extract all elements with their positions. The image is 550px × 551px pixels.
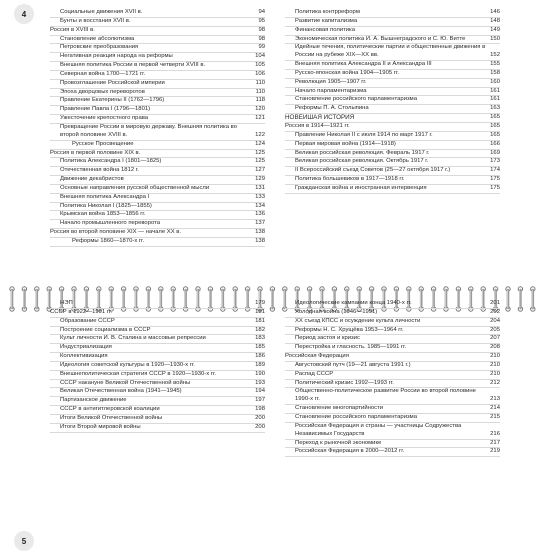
toc-entry-title: СССР в антигитлеровской коалиции xyxy=(60,406,160,413)
toc-entry xyxy=(285,27,500,36)
toc-entry-page: 161 xyxy=(490,87,500,94)
toc-entry-title: Индустриализация xyxy=(60,344,112,351)
toc-entry-title: Россия в XVIII в. xyxy=(50,26,95,33)
toc-entry xyxy=(50,406,265,415)
toc-entry-title: Эпоха дворцовых переворотов xyxy=(60,88,145,95)
toc-entry xyxy=(285,414,500,423)
toc-entry xyxy=(50,238,265,247)
toc-entry xyxy=(50,53,265,62)
toc-entry-title: Внешнеполитическая стратегия СССР в 1920—1930-х гг. xyxy=(60,370,217,377)
toc-entry xyxy=(285,88,500,97)
toc-entry-title: НОВЕЙШАЯ ИСТОРИЯ xyxy=(285,114,355,122)
toc-entry-title: Великая Отечественная война (1941—1945) xyxy=(60,388,182,395)
toc-entry xyxy=(50,106,265,115)
toc-entry-page: 216 xyxy=(490,430,500,437)
toc-entry-page: 165 xyxy=(490,114,500,121)
toc-entry-page: 138 xyxy=(255,237,265,244)
toc-entry-page: 169 xyxy=(490,149,500,156)
toc-entry-title: Правление Екатерины II (1762—1796) xyxy=(60,97,165,104)
toc-entry xyxy=(50,424,265,433)
toc-entry xyxy=(50,27,265,36)
toc-entry-title: СССР в 1922—1991 гг. xyxy=(50,308,113,315)
toc-entry-page: 214 xyxy=(490,405,500,412)
toc-entry xyxy=(50,158,265,167)
toc-entry-title: Движение декабристов xyxy=(60,176,124,183)
toc-entry xyxy=(50,124,265,141)
toc-entry-title: Петровские преобразования xyxy=(60,44,139,51)
toc-entry-page: 179 xyxy=(255,300,265,306)
toc-entry-page: 215 xyxy=(490,413,500,420)
toc-entry-page: 175 xyxy=(490,176,500,183)
toc-entry-page: 202 xyxy=(490,308,500,315)
toc-entry xyxy=(50,185,265,194)
toc-entry-page: 213 xyxy=(490,396,500,403)
toc-entry-page: 106 xyxy=(255,70,265,77)
toc-entry-page: 134 xyxy=(255,202,265,209)
toc-entry-page: 185 xyxy=(255,344,265,351)
toc-column-bottom-right xyxy=(285,300,500,457)
toc-entry xyxy=(285,440,500,449)
toc-entry-page: 131 xyxy=(255,184,265,191)
toc-entry xyxy=(285,318,500,327)
toc-entry xyxy=(50,80,265,89)
toc-entry xyxy=(50,71,265,80)
toc-entry-title: Становление абсолютизма xyxy=(60,35,135,42)
toc-entry xyxy=(285,114,500,123)
toc-entry-title: Политика большевиков в 1917—1918 гг. xyxy=(295,176,405,183)
toc-entry xyxy=(285,132,500,141)
toc-entry-title: Великая российская революция. Февраль 1917 г. xyxy=(295,149,430,156)
toc-entry-title: Идеология советской культуры в 1920—1930-х гг. xyxy=(60,361,195,368)
toc-entry-page: 193 xyxy=(255,379,265,386)
toc-entry xyxy=(50,194,265,203)
toc-entry-title: Внешняя политика Александра I xyxy=(60,193,150,200)
toc-entry xyxy=(50,309,265,318)
toc-entry-title: Развитие капитализма xyxy=(295,17,358,24)
toc-entry xyxy=(285,300,500,309)
toc-entry-title: СССР накануне Великой Отечественной войны xyxy=(60,379,191,386)
toc-entry-title: Русско-японская война 1904—1905 гг. xyxy=(295,69,399,76)
toc-entry-page: 99 xyxy=(258,44,265,51)
toc-entry-page: 110 xyxy=(255,88,265,95)
toc-entry-title: Внешняя политика России в первой четверти XVIII в. xyxy=(60,62,206,69)
toc-entry-page: 149 xyxy=(490,26,500,33)
toc-entry-page: 137 xyxy=(255,220,265,227)
toc-entry-page: 186 xyxy=(255,353,265,360)
toc-entry-title: Общественно-политическое развитие России во второй половине 1990-х гг. xyxy=(295,388,476,403)
toc-entry-page: 200 xyxy=(255,423,265,430)
toc-entry-title: Отечественная война 1812 г. xyxy=(60,167,139,174)
toc-entry-title: Политика контрреформ xyxy=(295,9,360,15)
toc-entry xyxy=(50,150,265,159)
toc-entry-page: 129 xyxy=(255,176,265,183)
toc-entry-title: Ужесточение крепостного права xyxy=(60,115,149,122)
toc-entry-page: 150 xyxy=(490,35,500,42)
toc-entry-title: II Всероссийский съезд Советов (25—27 октября 1917 г.) xyxy=(295,167,451,174)
toc-entry xyxy=(50,176,265,185)
toc-entry-page: 201 xyxy=(490,300,500,306)
toc-entry-page: 197 xyxy=(255,397,265,404)
toc-entry xyxy=(285,79,500,88)
toc-entry-title: Итоги Второй мировой войны xyxy=(60,423,141,430)
toc-entry xyxy=(50,388,265,397)
toc-entry-title: Реформы Н. С. Хрущёва 1953—1964 гг. xyxy=(295,326,404,333)
toc-entry xyxy=(50,44,265,53)
toc-entry xyxy=(285,309,500,318)
toc-entry-page: 133 xyxy=(255,193,265,200)
toc-list xyxy=(50,9,265,247)
toc-entry xyxy=(285,448,500,457)
toc-entry-title: Финансовая политика xyxy=(295,26,356,33)
toc-entry-page: 148 xyxy=(490,17,500,24)
toc-entry-title: Социальные движения XVII в. xyxy=(60,9,143,15)
toc-entry-page: 198 xyxy=(255,406,265,413)
toc-entry xyxy=(50,89,265,98)
toc-entry-title: Культ личности И. В. Сталина и массовые репрессии xyxy=(60,335,206,342)
toc-entry-page: 210 xyxy=(490,361,500,368)
toc-entry-title: Начало парламентаризма xyxy=(295,87,367,94)
toc-entry-page: 210 xyxy=(490,370,500,377)
toc-entry-title: Идейные течения, политические партии и общественные движения в России на рубеже XIX—XX вв. xyxy=(295,44,486,59)
toc-entry-page: 165 xyxy=(490,122,500,129)
toc-entry-page: 118 xyxy=(255,97,265,104)
toc-entry xyxy=(50,115,265,124)
toc-entry-title: Политический кризис 1992—1993 гг. xyxy=(295,379,394,386)
page-number-bottom: 5 xyxy=(14,531,34,551)
toc-entry-title: Становление российского парламентаризма xyxy=(295,413,418,420)
toc-entry-title: Холодная война (1946—1991) xyxy=(295,308,378,315)
toc-entry xyxy=(50,220,265,229)
toc-entry-title: Северная война 1700—1721 гг. xyxy=(60,70,146,77)
toc-entry-title: Революция 1905—1907 гг. xyxy=(295,78,367,85)
toc-column-top-left xyxy=(50,9,265,247)
right-page xyxy=(0,300,550,550)
toc-entry-page: 204 xyxy=(490,317,500,324)
toc-entry-page: 136 xyxy=(255,211,265,218)
toc-entry-title: Российская Федерация и страны — участницы Содружества Независимых Государств xyxy=(295,422,462,437)
toc-entry-page: 194 xyxy=(255,388,265,395)
toc-entry-page: 94 xyxy=(258,9,265,15)
toc-entry-page: 160 xyxy=(490,78,500,85)
toc-list xyxy=(50,300,265,433)
toc-entry-title: Партизанское движение xyxy=(60,397,127,404)
toc-column-bottom-left xyxy=(50,300,265,433)
toc-entry xyxy=(285,327,500,336)
toc-entry xyxy=(285,362,500,371)
toc-entry-page: 166 xyxy=(490,140,500,147)
toc-entry xyxy=(50,97,265,106)
toc-entry-page: 207 xyxy=(490,335,500,342)
toc-entry-page: 163 xyxy=(490,105,500,112)
toc-entry-title: Бунты и восстания XVII в. xyxy=(60,17,131,24)
toc-entry-title: Крымская война 1853—1856 гг. xyxy=(60,211,146,218)
toc-entry-page: 125 xyxy=(255,158,265,165)
page-number-top: 4 xyxy=(14,4,34,24)
toc-entry xyxy=(285,70,500,79)
toc-entry-page: 146 xyxy=(490,9,500,15)
toc-entry xyxy=(50,344,265,353)
toc-entry-page: 158 xyxy=(490,69,500,76)
toc-entry xyxy=(285,158,500,167)
toc-entry-page: 183 xyxy=(255,335,265,342)
toc-entry xyxy=(50,362,265,371)
toc-entry-title: Экономическая политика И. А. Вышнеградского и С. Ю. Витте xyxy=(295,35,466,42)
toc-list xyxy=(285,300,500,457)
toc-entry-title: Превращение России в мировую державу. Внешняя политика во второй половине XVIII в. xyxy=(60,123,237,138)
toc-entry xyxy=(50,9,265,18)
toc-entry-title: Политика Николая I (1825—1855) xyxy=(60,202,152,209)
toc-entry xyxy=(50,335,265,344)
toc-entry xyxy=(285,61,500,70)
toc-entry xyxy=(285,405,500,414)
toc-entry-page: 219 xyxy=(490,448,500,455)
toc-entry-title: Гражданская война и иностранная интервенция xyxy=(295,184,427,191)
toc-entry xyxy=(285,123,500,132)
toc-entry-page: 210 xyxy=(490,353,500,360)
toc-entry-title: Негативная реакция народа на реформы xyxy=(60,53,173,60)
toc-entry-page: 98 xyxy=(258,35,265,42)
toc-entry-page: 110 xyxy=(255,79,265,86)
toc-entry-title: Внешняя политика Александра II и Александра III xyxy=(295,61,432,68)
toc-entry xyxy=(285,44,500,61)
toc-entry xyxy=(50,353,265,362)
toc-entry xyxy=(285,36,500,45)
toc-entry xyxy=(50,203,265,212)
toc-entry-title: Россия во второй половине XIX — начале XX в. xyxy=(50,229,182,236)
toc-entry xyxy=(285,371,500,380)
toc-entry xyxy=(285,388,500,405)
toc-entry-page: 138 xyxy=(255,229,265,236)
toc-entry-page: 98 xyxy=(258,26,265,33)
toc-entry xyxy=(50,371,265,380)
toc-entry-title: Образование СССР xyxy=(60,317,115,324)
toc-entry-page: 182 xyxy=(255,326,265,333)
toc-entry xyxy=(285,18,500,27)
toc-entry-page: 212 xyxy=(490,379,500,386)
toc-entry-page: 189 xyxy=(255,361,265,368)
toc-entry xyxy=(285,96,500,105)
toc-entry xyxy=(50,211,265,220)
toc-column-top-right xyxy=(285,9,500,194)
toc-entry-title: Правление Николая II с июля 1914 по март 1917 г. xyxy=(295,131,433,138)
toc-entry-title: Коллективизация xyxy=(60,353,108,360)
toc-entry-page: 175 xyxy=(490,184,500,191)
toc-entry-title: Основные направления русской общественной мысли xyxy=(60,184,210,191)
toc-entry-title: НЭП xyxy=(60,300,73,306)
toc-entry xyxy=(285,141,500,150)
toc-entry-title: XX съезд КПСС и осуждение культа личности xyxy=(295,317,421,324)
toc-entry xyxy=(50,18,265,27)
toc-entry xyxy=(285,335,500,344)
toc-entry-page: 165 xyxy=(490,131,500,138)
toc-entry-title: Россия в 1914—1921 гг. xyxy=(285,122,350,129)
toc-entry-title: Итоги Великой Отечественной войны xyxy=(60,414,163,421)
toc-entry xyxy=(285,353,500,362)
toc-entry-page: 161 xyxy=(490,96,500,103)
toc-entry xyxy=(285,185,500,194)
toc-entry xyxy=(50,415,265,424)
toc-list xyxy=(285,9,500,194)
toc-entry-title: Правление Павла I (1796—1801) xyxy=(60,106,151,113)
toc-entry-page: 152 xyxy=(490,52,500,59)
toc-entry xyxy=(285,150,500,159)
toc-entry-page: 205 xyxy=(490,326,500,333)
toc-entry-page: 217 xyxy=(490,439,500,446)
toc-entry-title: Российская Федерация в 2000—2012 гг. xyxy=(295,448,405,455)
toc-entry-page: 181 xyxy=(255,308,265,315)
toc-entry-title: Становление российского парламентаризма xyxy=(295,96,418,103)
toc-entry-title: Провозглашение Российской империи xyxy=(60,79,165,86)
toc-entry-page: 173 xyxy=(490,158,500,165)
toc-entry xyxy=(50,62,265,71)
toc-entry xyxy=(285,344,500,353)
toc-entry-page: 127 xyxy=(255,167,265,174)
toc-entry-title: Русское Просвещение xyxy=(72,140,134,147)
toc-entry-page: 125 xyxy=(255,149,265,156)
toc-entry xyxy=(285,105,500,114)
toc-entry-title: Переход к рыночной экономике xyxy=(295,439,382,446)
toc-entry xyxy=(285,380,500,389)
toc-entry-page: 104 xyxy=(255,53,265,60)
toc-entry-title: Перестройка и гласность. 1985—1991 гг. xyxy=(295,344,407,351)
toc-entry-page: 208 xyxy=(490,344,500,351)
toc-entry xyxy=(50,397,265,406)
toc-entry-title: Реформы П. А. Столыпина xyxy=(295,105,369,112)
toc-entry-title: Построение социализма в СССР xyxy=(60,326,151,333)
toc-entry-page: 95 xyxy=(258,17,265,24)
toc-entry-title: Первая мировая война (1914—1918) xyxy=(295,140,396,147)
toc-entry-page: 121 xyxy=(255,115,265,122)
toc-entry-page: 174 xyxy=(490,167,500,174)
toc-entry-title: Великая российская революция. Октябрь 1917 г. xyxy=(295,158,429,165)
toc-entry-title: Период застоя и кризис xyxy=(295,335,360,342)
toc-entry xyxy=(50,36,265,45)
toc-entry-title: Политика Александра I (1801—1825) xyxy=(60,158,162,165)
toc-entry-title: Становление многопартийности xyxy=(295,405,384,412)
toc-entry-title: Российская Федерация xyxy=(285,353,349,360)
toc-entry xyxy=(285,176,500,185)
toc-entry-page: 155 xyxy=(490,61,500,68)
toc-entry xyxy=(50,327,265,336)
toc-entry-title: Идеологические кампании конца 1940-х гг. xyxy=(295,300,412,306)
toc-entry xyxy=(285,167,500,176)
toc-entry xyxy=(285,9,500,18)
toc-entry xyxy=(285,423,500,440)
toc-entry-page: 181 xyxy=(255,317,265,324)
toc-entry xyxy=(50,167,265,176)
toc-entry-title: Распад СССР xyxy=(295,370,334,377)
toc-entry-page: 124 xyxy=(255,140,265,147)
toc-entry-page: 122 xyxy=(255,131,265,138)
toc-entry-page: 200 xyxy=(255,414,265,421)
toc-entry-page: 105 xyxy=(255,62,265,69)
toc-entry-title: Реформы 1860—1870-х гг. xyxy=(72,237,145,244)
toc-entry xyxy=(50,300,265,309)
toc-entry xyxy=(50,229,265,238)
toc-entry xyxy=(50,318,265,327)
toc-entry xyxy=(50,141,265,150)
toc-entry xyxy=(50,380,265,389)
toc-entry-page: 120 xyxy=(255,106,265,113)
toc-entry-title: Августовский путч (19—21 августа 1991 г.) xyxy=(295,361,411,368)
toc-entry-page: 190 xyxy=(255,370,265,377)
toc-entry-title: Начало промышленного переворота xyxy=(60,220,161,227)
toc-entry-title: Россия в первой половине XIX в. xyxy=(50,149,141,156)
